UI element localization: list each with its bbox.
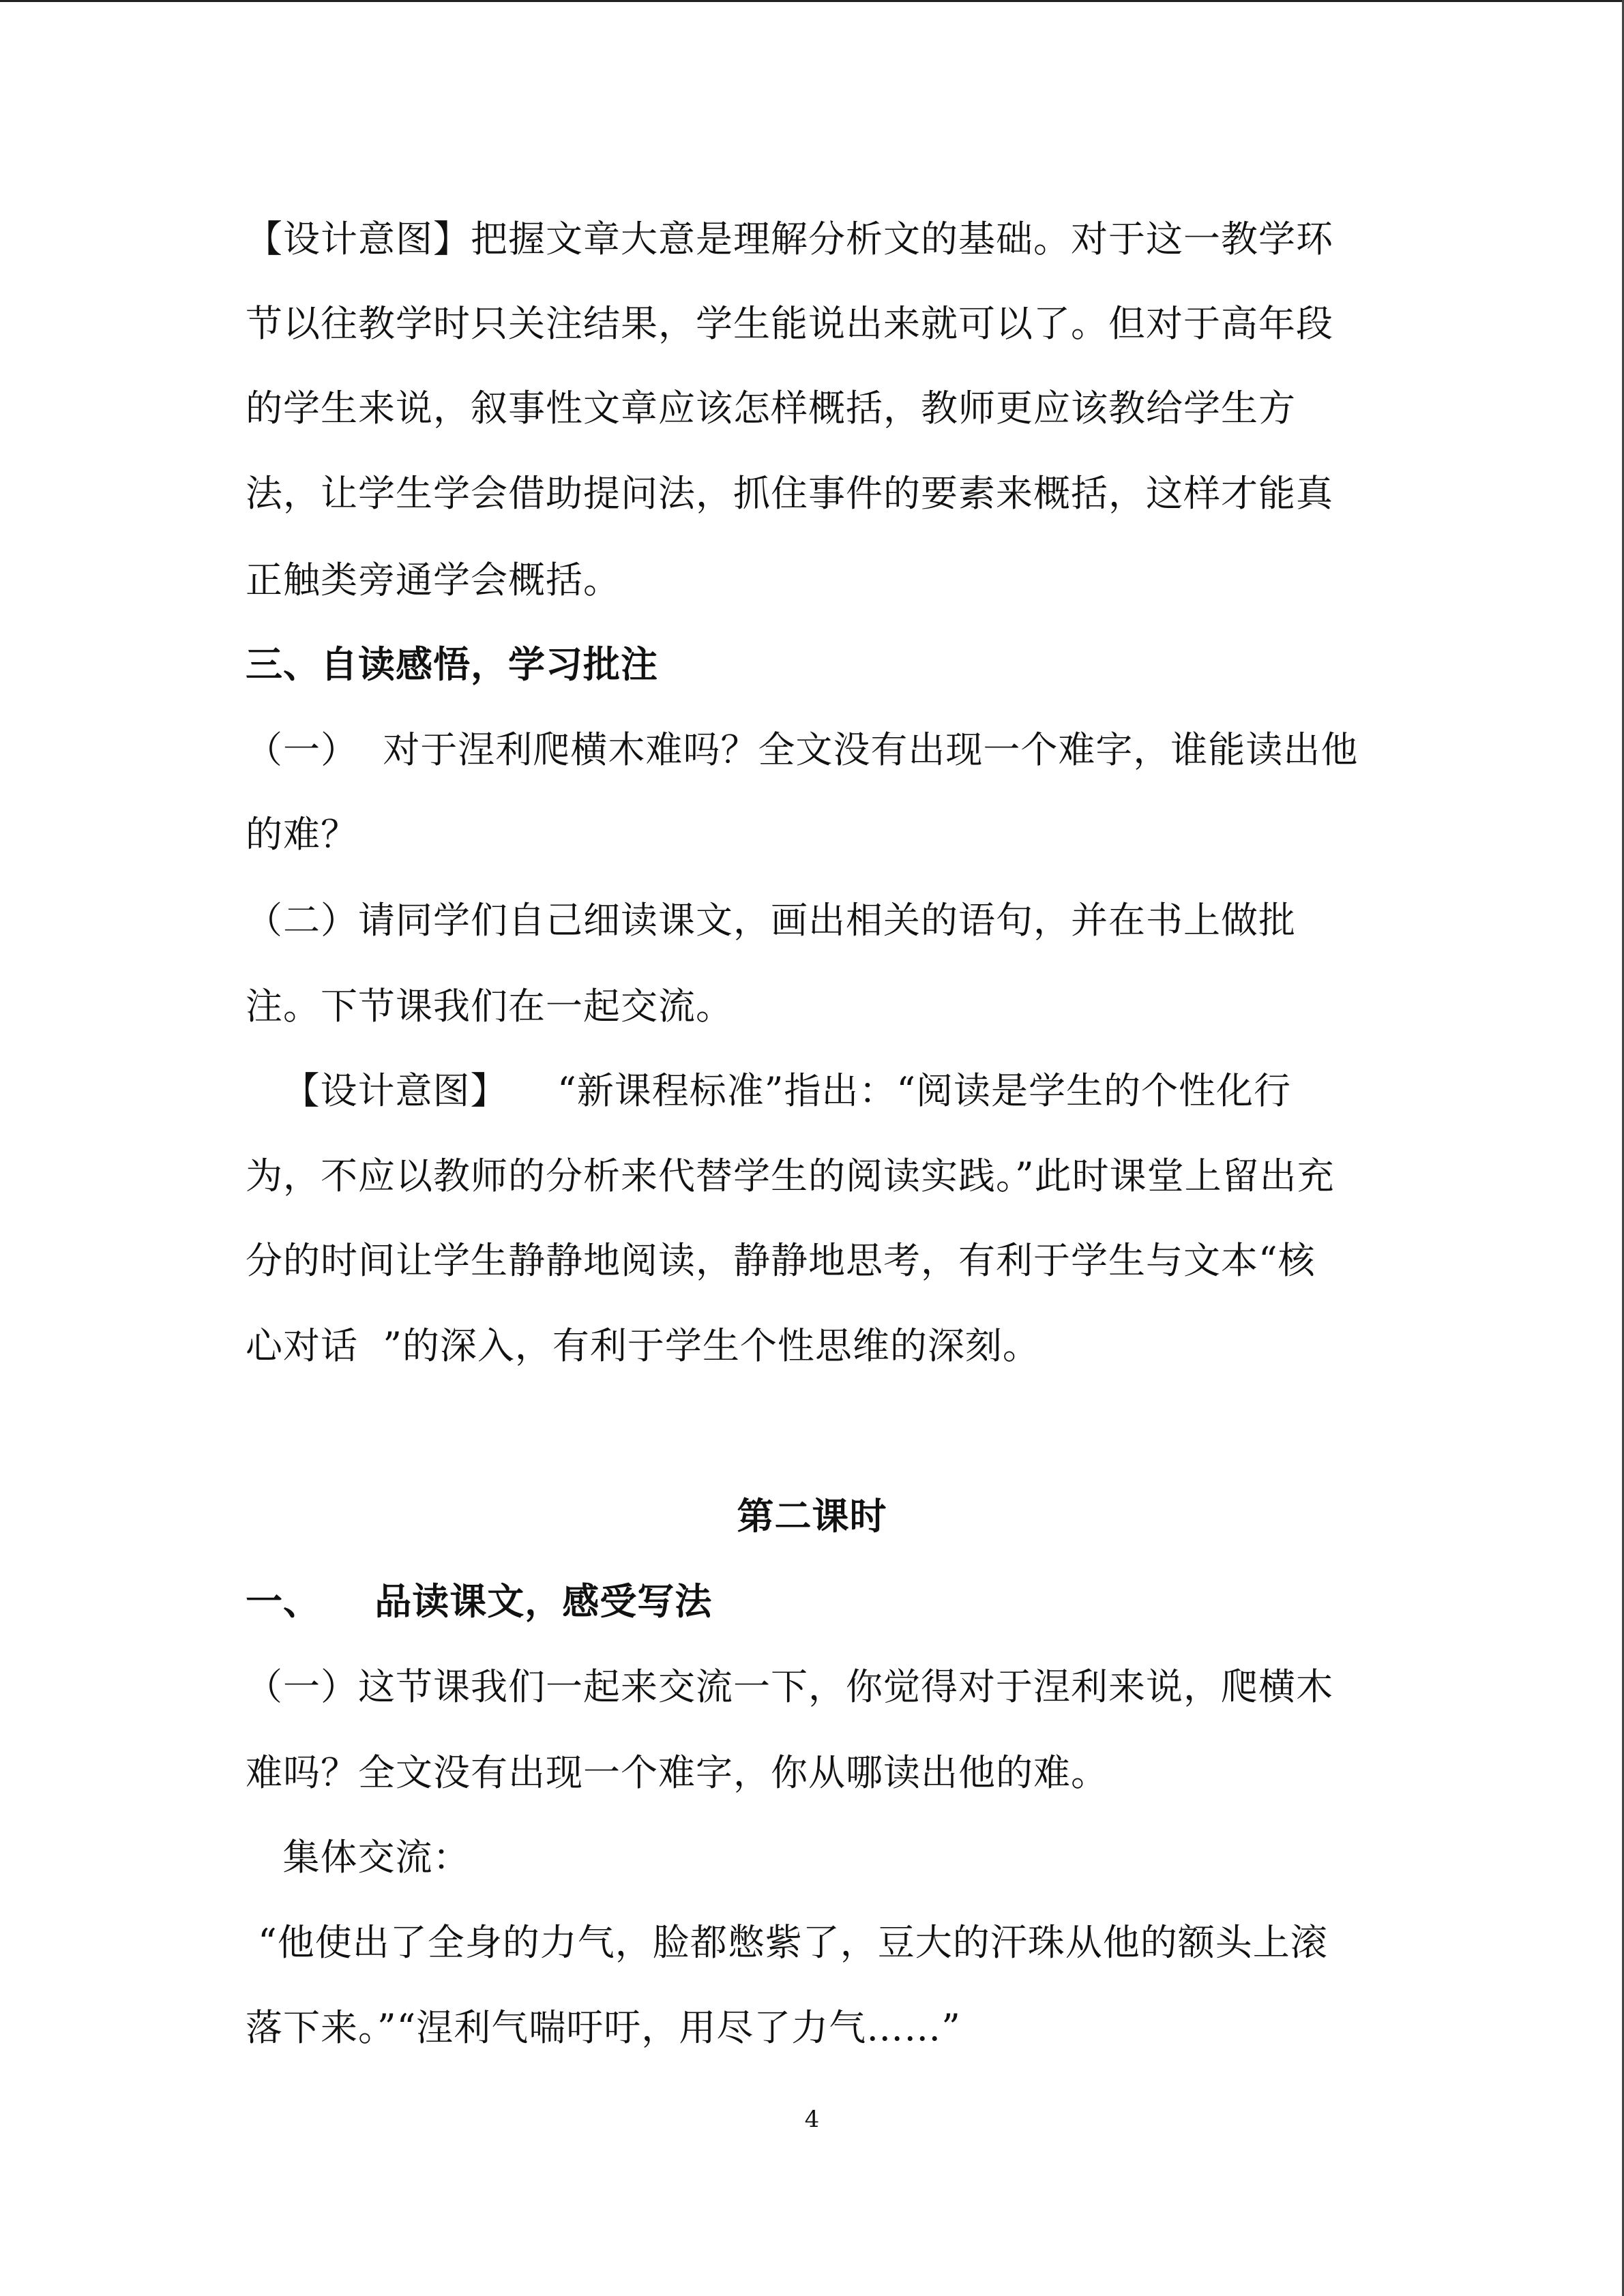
design-intent-line-5: 正触类旁通学会概括。 bbox=[246, 558, 621, 601]
design-intent-2-line-4: 心对话 ”的深入，有利于学生个性思维的深刻。 bbox=[246, 1324, 1040, 1367]
design-intent-2-line-1: 【设计意图】 “新课程标准”指出：“阅读是学生的个性化行 bbox=[246, 1069, 1291, 1112]
design-intent-line-2: 节以往教学时只关注结果，学生能说出来就可以了。但对于高年段 bbox=[246, 302, 1333, 345]
design-intent-line-3: 的学生来说，叙事性文章应该怎样概括，教师更应该教给学生方 bbox=[246, 387, 1296, 430]
section-heading-self-reading: 三、自读感悟，学习批注 bbox=[246, 643, 658, 686]
exchange-question-line-2: 难吗？全文没有出现一个难字，你从哪读出他的难。 bbox=[246, 1751, 1108, 1794]
page-number: 4 bbox=[804, 2106, 820, 2133]
group-exchange-label: 集体交流： bbox=[246, 1836, 471, 1879]
question-2-line-2: 注。下节课我们在一起交流。 bbox=[246, 985, 733, 1028]
exchange-question-line-1: （一）这节课我们一起来交流一下，你觉得对于涅利来说，爬横木 bbox=[246, 1665, 1333, 1708]
quote-line-2: 落下来。”“涅利气喘吁吁，用尽了力气……” bbox=[246, 2006, 961, 2049]
design-intent-2-line-2: 为，不应以教师的分析来代替学生的阅读实践。”此时课堂上留出充 bbox=[246, 1154, 1335, 1197]
design-intent-line-1: 【设计意图】把握文章大意是理解分析文的基础。对于这一教学环 bbox=[246, 218, 1333, 260]
design-intent-line-4: 法，让学生学会借助提问法，抓住事件的要素来概括，这样才能真 bbox=[246, 472, 1333, 515]
question-1-line-1: （一） 对于涅利爬横木难吗？全文没有出现一个难字，谁能读出他 bbox=[246, 728, 1359, 771]
question-1-line-2: 的难？ bbox=[246, 813, 358, 856]
question-2-line-1: （二）请同学们自己细读课文，画出相关的语句，并在书上做批 bbox=[246, 899, 1296, 942]
quote-line-1: “他使出了全身的力气，脸都憋紫了，豆大的汗珠从他的额头上滚 bbox=[246, 1921, 1328, 1964]
section-heading-reading-appreciation: 一、 品读课文，感受写法 bbox=[246, 1580, 713, 1623]
lesson-two-title: 第二课时 bbox=[737, 1495, 887, 1538]
design-intent-2-line-3: 分的时间让学生静静地阅读，静静地思考，有利于学生与文本“核 bbox=[246, 1239, 1316, 1282]
top-border-line bbox=[0, 0, 1624, 2]
